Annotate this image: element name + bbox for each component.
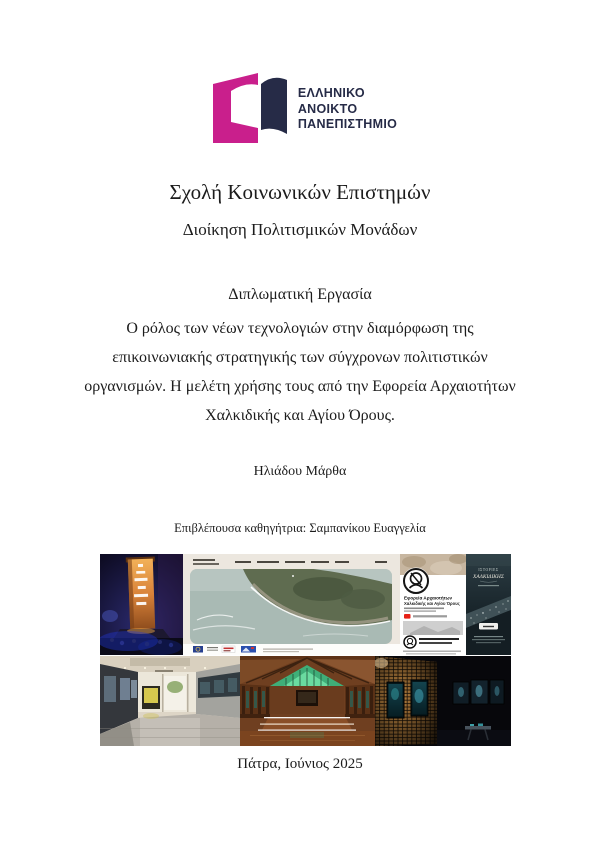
collage-top-row [100,554,511,655]
university-name-line3: ΠΑΝΕΠΙΣΤΗΜΙΟ [297,117,398,132]
supervisor-line: Επιβλέπουσα καθηγήτρια: Σαμπανίκου Ευαγγελία [174,521,426,535]
thesis-title-line3: οργανισμών. Η μελέτη χρήσης τους από την Εφορεία Αρχαιοτήτων [84,378,516,395]
dark-lattice-exhibit-photo [375,656,511,746]
program-title: Διοίκηση Πολιτισμικών Μονάδων [182,220,418,239]
wooden-exhibition-hall-photo [240,656,375,746]
channel-name-line1: Εφορεία Αρχαιοτήτων [404,595,453,601]
video-thumbnail [403,621,463,635]
channel-name-line2: Χαλκιδικής και Αγίου Όρους [404,601,460,606]
dark-display-panels [453,680,504,704]
poster-button-shape [479,623,498,630]
aerial-coast-photo [190,566,392,644]
stories-of-chalkidiki-poster [466,554,511,655]
collage-bottom-row [100,656,511,746]
university-name-line2: ΑΝΟΙΚΤΟ [297,101,358,116]
youtube-channel-screenshot [400,554,466,655]
author-name: Ηλιάδου Μάρθα [253,464,347,479]
thesis-type-label: Διπλωματική Εργασία [228,286,372,303]
tower-projection-night-photo [100,554,183,655]
coastal-website-screenshot [183,554,400,655]
university-name [298,86,397,133]
university-logo [0,72,600,147]
museum-gallery-interior-photo [100,656,240,746]
poster-line1: ΙΣΤΟΡΙΕΣ [478,568,499,572]
poster-line2: ΧΑΛΚΙΔΙΚΗΣ [473,574,504,580]
thesis-title [40,314,560,430]
university-name-line1: ΕΛΛΗΝΙΚΟ [297,86,365,101]
cover-photo-collage [100,554,511,746]
thesis-title-line4: Χαλκιδικής και Αγίου Όρους. [205,407,395,424]
channel-avatar-logo [403,568,430,595]
open-book-logo-icon [203,72,289,147]
thesis-title-line2: επικοινωνιακής στρατηγικής των σύγχρονων πολιτιστικών [112,349,488,366]
school-title: Σχολή Κοινωνικών Επιστημών [169,180,431,204]
thesis-title-line1: Ο ρόλος των νέων τεχνολογιών στην διαμόρφωση της [126,320,474,337]
place-date: Πάτρα, Ιούνιος 2025 [237,756,363,772]
